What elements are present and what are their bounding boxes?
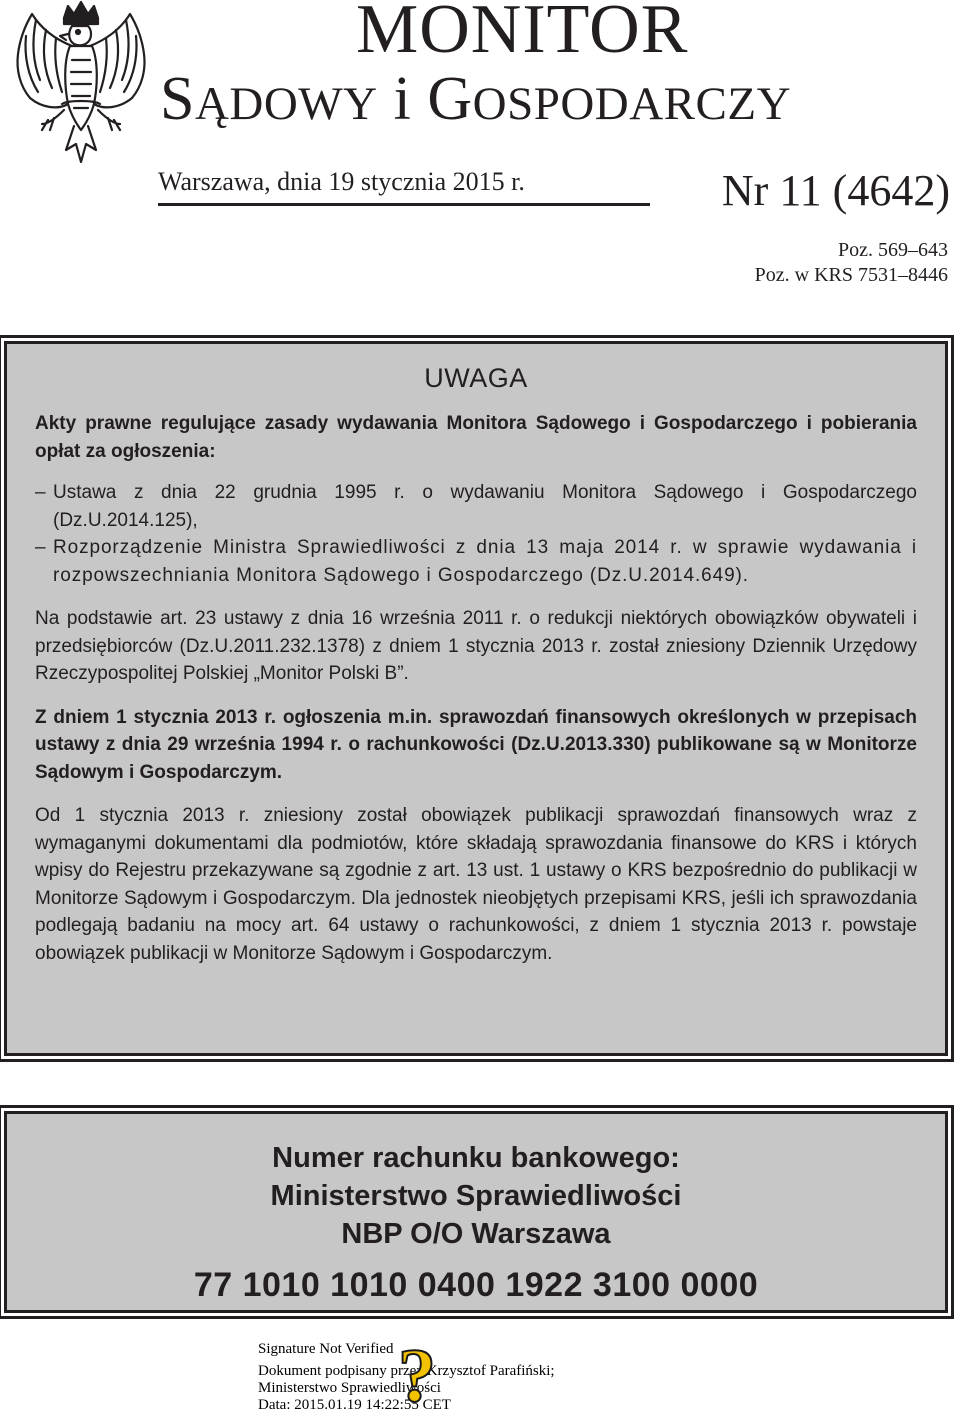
positions: Poz. 569–643 <box>838 239 948 261</box>
bank-account-number: 77 1010 1010 0400 1922 3100 0000 <box>193 1266 759 1304</box>
bank-heading: Numer rachunku bankowego: <box>272 1142 680 1174</box>
title-conjunction: i <box>377 65 428 133</box>
notice-paragraph-1: Na podstawie art. 23 ustawy z dnia 16 września 2011 r. o redukcji niektórych obowiązków obywateli i przedsiębiorców (Dz.U.2011.232.1378) z dniem 1 stycznia 2013 r. został zniesiony Dziennik Urzędowy Rzeczypospolitej Polskiej „Monitor Polski B”. <box>35 608 917 684</box>
act-item <box>35 534 917 589</box>
title-line-2 <box>160 64 791 139</box>
signature-unverified-icon[interactable]: ? <box>398 1334 436 1418</box>
bank-holder: Ministerstwo Sprawiedliwości <box>270 1180 682 1212</box>
signature-signer: Dokument podpisany przez Krzysztof Parafiński; <box>258 1363 555 1379</box>
issue-number: Nr 11 (4642) <box>721 166 950 215</box>
dateline-divider <box>158 203 650 206</box>
dash-bullet: – <box>35 537 47 558</box>
polish-eagle-emblem <box>2 0 160 175</box>
signature-status: Signature Not Verified <box>258 1341 394 1357</box>
notice-paragraph-2: Z dniem 1 stycznia 2013 r. ogłoszenia m.in. sprawozdań finansowych określonych w przepisach ustawy z dnia 29 września 1994 r. o rachunkowości (Dz.U.2013.330) publikowane są w Monitorze Sądowym i Gospodarczym. <box>35 706 917 783</box>
act-text: Ustawa z dnia 22 grudnia 1995 r. o wydawaniu Monitora Sądowego i Gospodarczego (Dz.U.2014.125), <box>53 482 917 531</box>
krs-positions: Poz. w KRS 7531–8446 <box>754 264 948 286</box>
title-line-1: MONITOR <box>356 0 689 68</box>
title-rest-ospodarczy: OSPODARCZY <box>472 78 792 130</box>
notice-box <box>4 341 948 1056</box>
dash-bullet: – <box>35 482 46 503</box>
notice-paragraph-3: Od 1 stycznia 2013 r. zniesiony został obowiązek publikacji sprawozdań finansowych wraz z wymaganymi dokumentami dla podmiotów, które składają sprawozdania finansowe do KRS i których wpisy do Rejestru przekazywane są zgodnie z art. 13 ust. 1 ustawy o KRS bezpośrednio do publikacji w Monitorze Sądowym i Gospodarczym. Dla jednostek nieobjętych przepisami KRS, jeśli ich sprawozdania podlegają badaniu na mocy art. 64 ustawy o rachunkowości, z dniem 1 stycznia 2013 r. powstaje obowiązek publikacji w Monitorze Sądowym i Gospodarczym. <box>35 805 917 964</box>
signature-organization: Ministerstwo Sprawiedliwości <box>258 1380 441 1396</box>
title-rest-adowy: ĄDOWY <box>194 78 378 130</box>
act-text: Rozporządzenie Ministra Sprawiedliwości z dnia 13 maja 2014 r. w sprawie wydawania i rozpowszechniania Monitora Sądowego i Gospodarczego (Dz.U.2014.649). <box>53 537 917 586</box>
signature-date: Data: 2015.01.19 14:22:55 CET <box>258 1397 451 1413</box>
bank-branch: NBP O/O Warszawa <box>341 1218 611 1250</box>
title-initial-g: G <box>427 65 473 133</box>
notice-heading: UWAGA <box>424 363 528 393</box>
title-initial-s: S <box>160 65 195 133</box>
notice-intro: Akty prawne regulujące zasady wydawania Monitora Sądowego i Gospodarczego i pobierania opłat za ogłoszenia: <box>35 413 917 462</box>
act-item <box>35 479 917 534</box>
dateline: Warszawa, dnia 19 stycznia 2015 r. <box>158 167 525 196</box>
bank-account-box <box>4 1111 948 1313</box>
